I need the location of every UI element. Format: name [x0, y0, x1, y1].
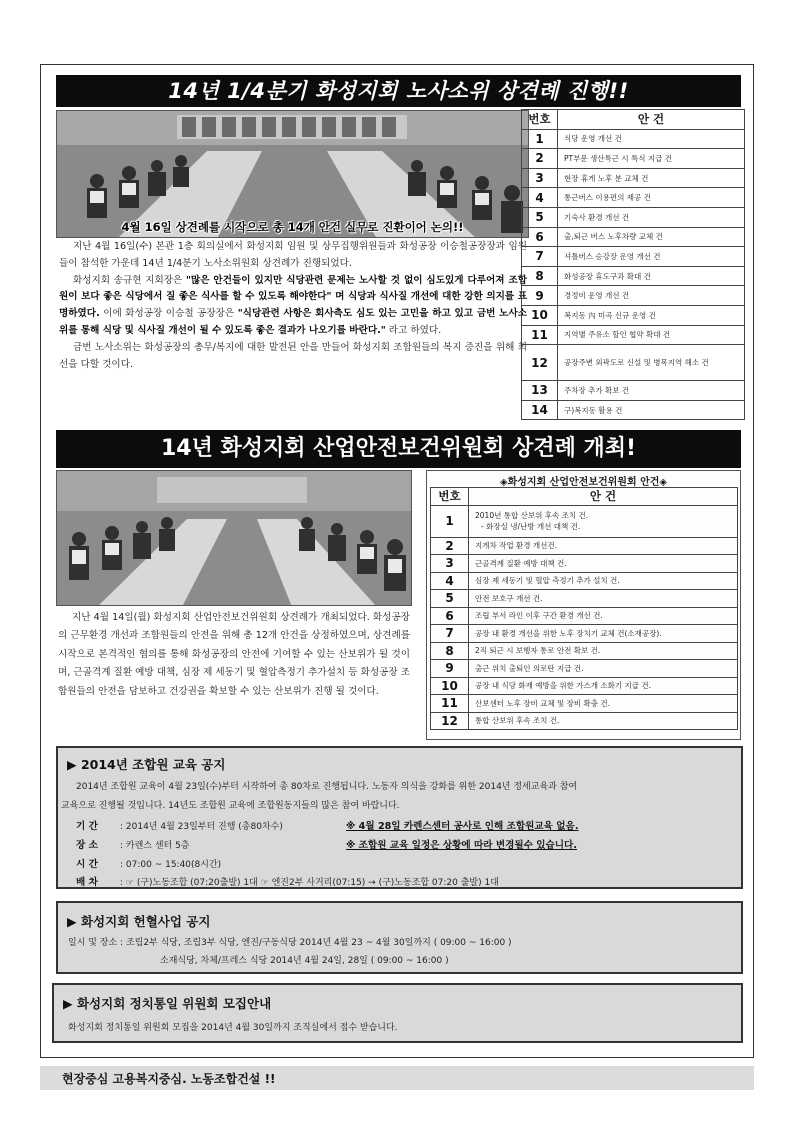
agenda-table-2 — [430, 487, 738, 730]
header-item: 안 건 — [558, 110, 745, 130]
table-row: 6 조립 부서 라인 이후 구간 환경 개선 건. — [431, 607, 738, 625]
table-row: 4 통근버스 이용편의 제공 건 — [522, 188, 745, 208]
footer-slogan: 현장중심 고용복지중심. 노동조합건설 !! — [62, 1072, 276, 1086]
notice-text: 교육으로 진행될 것입니다. 14년도 조합원 교육에 조합원동지들의 많은 참여 바랍니다. — [61, 801, 400, 811]
agenda-table-1 — [521, 109, 745, 420]
article1-title: 14년 1/4분기 화성지회 노사소위 상견례 진행!! — [56, 75, 741, 107]
table-row: 2 PT부문 생산특근 시 특식 지급 건 — [522, 149, 745, 169]
table-row: 10 공장 내 식당 화재 예방을 위한 가스개 소화기 지급 건. — [431, 677, 738, 695]
photo-caption: 4월 16일 상견례를 시작으로 총 14개 안건 실무로 진환이어 논의!! — [121, 220, 464, 234]
article1-paragraph: 화성지회 송규현 지회장은 "많은 안건들이 있지만 식당관련 문제는 노사할 것 없이 심도있게 다루어져 조합원이 보다 좋은 식당에서 질 좋은 식사를 할 수 있도록 해야한다" 며 식당과 식사질 개선에 대한 강한 의지를 표명하였다. 이에 화성공장 이승철 공장장은 "식당관련 사항은 회사측도 심도 있는 고민을 하고 있고 금번 노사소위를 통해 식당 및 식사질 개선이 될 수 있도록 좋은 결과가 나오기를 바란다." 라고 하였다. — [59, 274, 528, 336]
table-row: 5 기숙사 환경 개선 건 — [522, 207, 745, 227]
article1-paragraph: 금번 노사소위는 화성공장의 총무/복지에 대한 발전된 안을 만들어 화성지회 조합원들의 복지 증진을 위해 회선을 다할 것이다. — [59, 341, 527, 370]
newsletter-page — [40, 64, 754, 1058]
header-no: 번호 — [431, 488, 469, 506]
table-row: 1 식당 운영 개선 건 — [522, 129, 745, 149]
notice-text: 소재식당, 차체/프레스 식당 2014년 4월 24일, 28일 ( 09:00 ~ 16:00 ) — [160, 956, 449, 966]
table-row: 13 주차장 추가 확보 건 — [522, 381, 745, 401]
table-header-row — [522, 110, 745, 130]
period-value: : 2014년 4월 23일부터 진행 (총80차수) — [120, 822, 283, 832]
notice-blood-donation — [56, 901, 743, 974]
table-row: 4 심장 제 세동기 및 혈압 측정기 추가 설치 건. — [431, 572, 738, 590]
place-label: 장 소 — [76, 840, 98, 851]
notice-text: 2014년 조합원 교육이 4월 23일(수)부터 시작하여 총 80차로 진행됩니다. 노동자 의식을 강화를 위한 2014년 정세교육과 참여 — [76, 782, 578, 792]
table-row: 9 경정비 운영 개선 건 — [522, 286, 745, 306]
table-row: 12 공장주변 외곽도로 신설 및 병목지역 해소 건 — [522, 345, 745, 381]
table-row: 3 근골격계 질환 예방 대책 건. — [431, 555, 738, 573]
notice-text: 화성지회 정치통일 위원회 모집을 2014년 4월 30일까지 조직실에서 접수 받습니다. — [68, 1023, 398, 1033]
agenda-title: ◈화성지회 산업안전보건위원회 안건◈ — [499, 477, 668, 488]
place-value: : 카렌스 센터 5층 — [120, 841, 190, 851]
table-row: 3 현장 휴게 노후 분 교체 건 — [522, 168, 745, 188]
meeting-photo-1 — [56, 110, 529, 238]
article2-body — [58, 609, 410, 739]
table-row: 11 산보센터 노후 장비 교체 및 장비 확충 건. — [431, 695, 738, 713]
time-label: 시 간 — [76, 859, 98, 870]
notice-title: ▶ 2014년 조합원 교육 공지 — [67, 757, 226, 772]
table-row: 14 구)복지동 활용 건 — [522, 400, 745, 420]
notice-title: ▶ 화성지회 정치통일 위원회 모집안내 — [63, 996, 272, 1011]
notice-warning: ※ 4월 28일 카렌스센터 공사로 인해 조합원교육 없음. — [346, 821, 579, 832]
table-row: 8 화성공장 휴도구과 확대 건 — [522, 266, 745, 286]
header-no: 번호 — [522, 110, 558, 130]
table-row: 6 출,퇴근 버스 노후차량 교체 건 — [522, 227, 745, 247]
footer-bar — [40, 1066, 754, 1090]
article2-paragraph: 지난 4월 14일(월) 화성지회 산업안전보건위원회 상견례가 개최되었다. 화성공장의 근무환경 개선과 조합원들의 안전을 위해 총 12개 안건을 상정하였으며, 상견례를 시작으로 본격적인 협의를 통해 화성공장의 안전에 기여할 수 있는 산보위가 될 것이며, 근골격계 질환 예방 대책, 심장 제 세동기 및 혈압측정기 추가설치 등 화성공장 조합원들의 안전을 담보하고 건강권을 확보할 수 있는 산보위가 진행 될 것이다. — [58, 612, 410, 697]
time-value: : 07:00 ~ 15:40(8시간) — [120, 860, 222, 870]
table-row: 7 공장 내 환경 개선을 위한 노후 장치기 교체 건(소재공장). — [431, 625, 738, 643]
table-row: 5 안전 보호구 개선 건. — [431, 590, 738, 608]
table-row: 12 통합 산보위 후속 조치 건. — [431, 712, 738, 730]
notice-warning: ※ 조합원 교육 일정은 상황에 따라 변경될수 있습니다. — [346, 840, 577, 851]
notice-text: 일시 및 장소 : 조립2부 식당, 조립3부 식당, 엔진/구동식당 2014년 4월 23 ~ 4월 30일까지 ( 09:00 ~ 16:00 ) — [68, 938, 512, 948]
notice-education — [56, 746, 743, 889]
article2-title: 14년 화성지회 산업안전보건위원회 상견례 개최! — [56, 430, 741, 468]
table-row: 8 2직 퇴근 시 보행자 통로 안전 확보 건. — [431, 642, 738, 660]
table-row: 7 셔틀버스 승강장 운영 개선 건 — [522, 247, 745, 267]
notice-title: ▶ 화성지회 헌혈사업 공지 — [67, 914, 211, 929]
article1-paragraph: 지난 4월 16일(수) 본관 1층 회의실에서 화성지회 임원 및 상무집행위원들과 화성공장 이승철공장장과 임원들이 참석한 가운데 14년 1/4분기 노사소위원회 상견례가 진행되었다. — [59, 241, 527, 269]
period-label: 기 간 — [76, 821, 98, 832]
table-row: 2 지게차 작업 환경 개선건. — [431, 537, 738, 555]
bus-label: 배 차 — [76, 877, 98, 888]
table-row: 11 지역별 주유소 할인 협약 확대 건 — [522, 325, 745, 345]
header-item: 안 건 — [469, 488, 738, 506]
bus-value: : ☞ (구)노동조합 (07:20출발) 1대 ☞ 엔진2부 사거리(07:15) → (구)노동조합 07:20 출발) 1대 — [120, 878, 499, 888]
notice-committee — [52, 983, 743, 1043]
article1-body — [59, 239, 527, 421]
table-row: 9 출근 위치 출퇴인 의로탄 지급 건. — [431, 660, 738, 678]
meeting-photo-2 — [56, 470, 412, 606]
table-row: 10 복지동 內 미곡 신규 운영 건 — [522, 305, 745, 325]
table-row: 1 2010년 통합 산보위 후속 조치 건. - 화장실 냉/난방 개선 대책 건. — [431, 505, 738, 537]
agenda-box-2 — [426, 470, 741, 740]
table-header-row — [431, 488, 738, 506]
